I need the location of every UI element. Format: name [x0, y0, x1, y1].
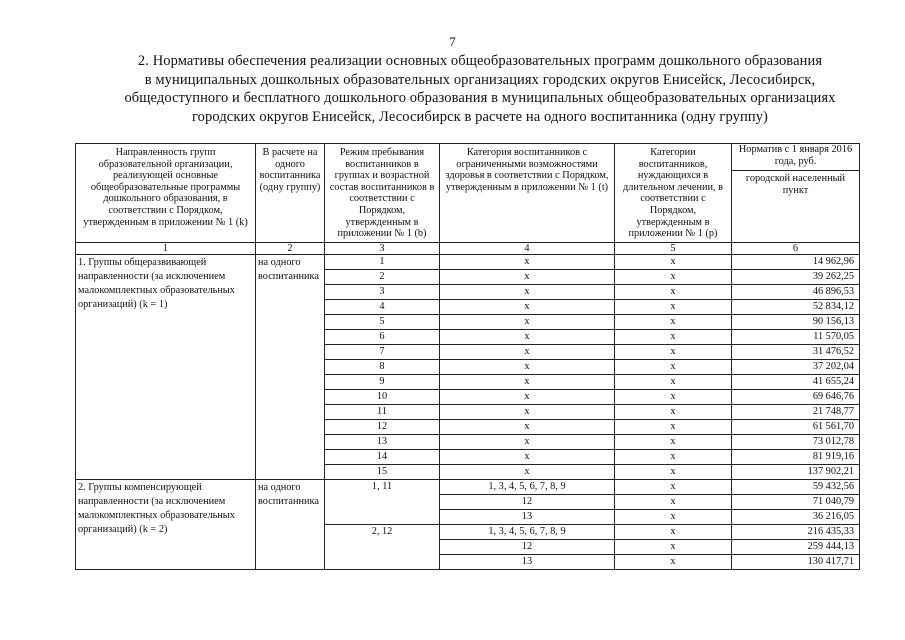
column-number: 5 [615, 242, 732, 254]
stay-mode-cell: 2, 12 [325, 524, 440, 569]
stay-mode-cell: 1 [325, 254, 440, 269]
norm-value-cell: 31 476,52 [732, 344, 860, 359]
norm-value-cell: 11 570,05 [732, 329, 860, 344]
health-category-cell: x [440, 449, 615, 464]
treatment-category-cell: x [615, 539, 732, 554]
health-category-cell: x [440, 434, 615, 449]
treatment-category-cell: x [615, 314, 732, 329]
health-category-cell: 12 [440, 539, 615, 554]
treatment-category-cell: x [615, 434, 732, 449]
heading-line: общедоступного и бесплатного дошкольного образования в муниципальных общеобразовательных организациях [124, 90, 836, 106]
health-category-cell: 12 [440, 494, 615, 509]
stay-mode-cell: 4 [325, 299, 440, 314]
stay-mode-cell: 1, 11 [325, 479, 440, 524]
treatment-category-cell: x [615, 374, 732, 389]
column-number-row [76, 242, 860, 254]
header-health-category: Категория воспитанников с ограниченными возможностями здоровья в соответствии с Порядком, утвержденным в приложении № 1 (t) [440, 144, 615, 243]
norm-value-cell: 37 202,04 [732, 359, 860, 374]
norm-value-cell: 46 896,53 [732, 284, 860, 299]
column-number: 2 [256, 242, 325, 254]
group-name: 2. Группы компенсирующей направленности (за исключением малокомплектных образовательных организаций) (k = 2) [76, 479, 256, 569]
treatment-category-cell: x [615, 344, 732, 359]
health-category-cell: x [440, 404, 615, 419]
per-unit-cell: на одного воспитанника [256, 479, 325, 569]
stay-mode-cell: 8 [325, 359, 440, 374]
norm-value-cell: 130 417,71 [732, 554, 860, 569]
health-category-cell: x [440, 254, 615, 269]
treatment-category-cell: x [615, 299, 732, 314]
health-category-cell: x [440, 329, 615, 344]
norms-table [75, 143, 860, 570]
header-stay-mode: Режим пребывания воспитанников в группах и возрастной состав воспитанников в соответствии с Порядком, утвержденным в приложении № 1 (b) [325, 144, 440, 243]
table-row [76, 254, 860, 269]
header-norm [732, 144, 860, 243]
health-category-cell: x [440, 374, 615, 389]
stay-mode-cell: 2 [325, 269, 440, 284]
norm-value-cell: 69 646,76 [732, 389, 860, 404]
norm-value-cell: 39 262,25 [732, 269, 860, 284]
header-norm-sub: городской населенный пункт [745, 173, 846, 196]
heading-line: в муниципальных дошкольных образовательных организациях городских округов Енисейск, Лесосибирск, [144, 71, 816, 88]
heading-line: городских округов Енисейск, Лесосибирск в расчете на одного воспитанника (одну группу) [192, 108, 768, 125]
stay-mode-cell: 14 [325, 449, 440, 464]
treatment-category-cell: x [615, 524, 732, 539]
treatment-category-cell: x [615, 554, 732, 569]
page-number: 7 [449, 34, 456, 49]
norm-value-cell: 14 962,96 [732, 254, 860, 269]
health-category-cell: 13 [440, 509, 615, 524]
document-heading [95, 52, 865, 126]
health-category-cell: 1, 3, 4, 5, 6, 7, 8, 9 [440, 479, 615, 494]
table-row [76, 479, 860, 494]
treatment-category-cell: x [615, 329, 732, 344]
health-category-cell: x [440, 389, 615, 404]
health-category-cell: x [440, 344, 615, 359]
heading-line: 2. Нормативы обеспечения реализации основных общеобразовательных программ дошкольного образования [137, 53, 823, 69]
column-number: 1 [76, 242, 256, 254]
treatment-category-cell: x [615, 404, 732, 419]
norm-value-cell: 61 561,70 [732, 419, 860, 434]
norm-value-cell: 216 435,33 [732, 524, 860, 539]
treatment-category-cell: x [615, 254, 732, 269]
stay-mode-cell: 13 [325, 434, 440, 449]
treatment-category-cell: x [615, 509, 732, 524]
health-category-cell: 13 [440, 554, 615, 569]
norm-value-cell: 36 216,05 [732, 509, 860, 524]
treatment-category-cell: x [615, 359, 732, 374]
group-name: 1. Группы общеразвивающей направленности (за исключением малокомплектных образовательных организаций) (k = 1) [76, 254, 256, 479]
norm-value-cell: 259 444,13 [732, 539, 860, 554]
header-norm-title: Норматив с 1 января 2016 года, руб. [732, 144, 859, 171]
treatment-category-cell: x [615, 449, 732, 464]
header-treatment-category: Категории воспитанников, нуждающихся в длительном лечении, в соответствии с Порядком, утвержденным в приложении № 1 (p) [615, 144, 732, 243]
stay-mode-cell: 3 [325, 284, 440, 299]
treatment-category-cell: x [615, 284, 732, 299]
norm-value-cell: 41 655,24 [732, 374, 860, 389]
treatment-category-cell: x [615, 479, 732, 494]
norm-value-cell: 90 156,13 [732, 314, 860, 329]
header-per-unit: В расчете на одного воспитанника (одну группу) [256, 144, 325, 243]
stay-mode-cell: 5 [325, 314, 440, 329]
stay-mode-cell: 11 [325, 404, 440, 419]
treatment-category-cell: x [615, 389, 732, 404]
norm-value-cell: 71 040,79 [732, 494, 860, 509]
header-group-direction: Направленность групп образовательной организации, реализующей основные общеобразовательные программы дошкольного образования, в соответствии с Порядком, утвержденным в приложении № 1 (k) [76, 144, 256, 243]
stay-mode-cell: 12 [325, 419, 440, 434]
column-number: 3 [325, 242, 440, 254]
health-category-cell: x [440, 419, 615, 434]
header-row [76, 144, 860, 243]
norm-value-cell: 59 432,56 [732, 479, 860, 494]
column-number: 6 [732, 242, 860, 254]
per-unit-cell: на одного воспитанника [256, 254, 325, 479]
stay-mode-cell: 7 [325, 344, 440, 359]
health-category-cell: 1, 3, 4, 5, 6, 7, 8, 9 [440, 524, 615, 539]
norm-value-cell: 52 834,12 [732, 299, 860, 314]
treatment-category-cell: x [615, 494, 732, 509]
treatment-category-cell: x [615, 464, 732, 479]
norm-value-cell: 81 919,16 [732, 449, 860, 464]
health-category-cell: x [440, 314, 615, 329]
stay-mode-cell: 9 [325, 374, 440, 389]
stay-mode-cell: 6 [325, 329, 440, 344]
stay-mode-cell: 10 [325, 389, 440, 404]
health-category-cell: x [440, 464, 615, 479]
health-category-cell: x [440, 284, 615, 299]
norm-value-cell: 21 748,77 [732, 404, 860, 419]
health-category-cell: x [440, 359, 615, 374]
treatment-category-cell: x [615, 419, 732, 434]
health-category-cell: x [440, 269, 615, 284]
treatment-category-cell: x [615, 269, 732, 284]
norm-value-cell: 73 012,78 [732, 434, 860, 449]
norm-value-cell: 137 902,21 [732, 464, 860, 479]
column-number: 4 [440, 242, 615, 254]
health-category-cell: x [440, 299, 615, 314]
stay-mode-cell: 15 [325, 464, 440, 479]
